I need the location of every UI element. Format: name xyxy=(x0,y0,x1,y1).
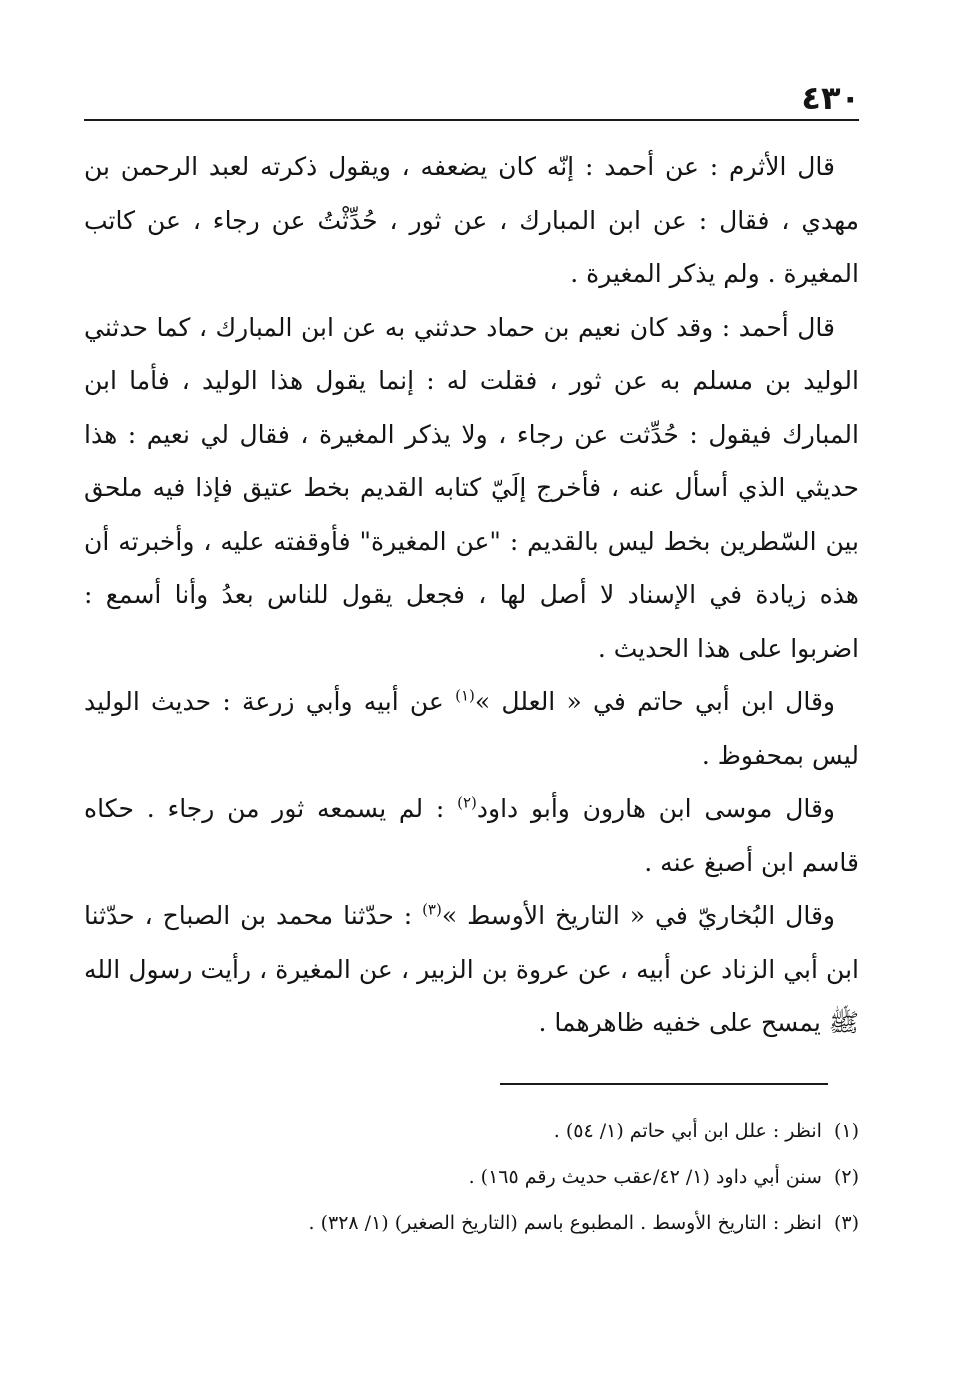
footnote-ref-3: (٣) xyxy=(422,900,442,919)
footnote-number: (١) xyxy=(833,1120,859,1142)
footnotes xyxy=(84,1108,859,1246)
paragraph-text: عن أبيه وأبي زرعة : حديث الوليد ليس بمحفوظ . xyxy=(84,687,859,770)
footnote-number: (٢) xyxy=(833,1166,859,1188)
footnote-ref-2: (٢) xyxy=(457,793,477,812)
paragraph-text: وقال ابن أبي حاتم في « العلل » xyxy=(474,687,835,716)
footnote-number: (٣) xyxy=(833,1212,859,1234)
header-rule xyxy=(84,119,859,121)
paragraph-text: وقال البُخاريّ في « التاريخ الأوسط » xyxy=(441,901,835,930)
paragraph-text: وقال موسى ابن هارون وأبو داود xyxy=(476,794,836,823)
paragraph-ibn-abi-hatim xyxy=(84,675,859,782)
paragraph-bukhari xyxy=(84,889,859,1050)
paragraph-athram: قال الأثرم : عن أحمد : إنّه كان يضعفه ، ويقول ذكرته لعبد الرحمن بن مهدي ، فقال : عن ابن المبارك ، عن ثور ، حُدِّثْتُ عن رجاء ، عن كاتب المغيرة . ولم يذكر المغيرة . xyxy=(84,152,859,288)
footnote-text: سنن أبي داود (١/ ٤٢/عقب حديث رقم ١٦٥) . xyxy=(468,1166,822,1188)
footnote-separator xyxy=(500,1083,828,1085)
footnote-2 xyxy=(84,1154,859,1200)
footnote-1 xyxy=(84,1108,859,1154)
footnote-ref-1: (١) xyxy=(455,686,475,705)
paragraph-text: : حدّثنا محمد بن الصباح ، حدّثنا ابن أبي الزناد عن أبيه ، عن عروة بن الزبير ، عن المغيرة ، رأيت رسول الله ﷺ يمسح على خفيه ظاهرهما . xyxy=(84,901,859,1037)
page-number: ٤٣٠ xyxy=(801,79,860,117)
main-text xyxy=(84,140,859,1050)
footnote-3 xyxy=(84,1200,859,1246)
paragraph-musa-ibn-harun xyxy=(84,782,859,889)
footnote-text: انظر : التاريخ الأوسط . المطبوع باسم (التاريخ الصغير) (١/ ٣٢٨) . xyxy=(308,1212,822,1234)
footnote-text: انظر : علل ابن أبي حاتم (١/ ٥٤) . xyxy=(553,1120,822,1142)
paragraph-text: : لم يسمعه ثور من رجاء . حكاه قاسم ابن أصبغ عنه . xyxy=(84,794,859,877)
paragraph-ahmad: قال أحمد : وقد كان نعيم بن حماد حدثني به عن ابن المبارك ، كما حدثني الوليد بن مسلم به عن ثور ، فقلت له : إنما يقول هذا الوليد ، فأما ابن المبارك فيقول : حُدِّثت عن رجاء ، ولا يذكر المغيرة ، فقال لي نعيم : هذا حديثي الذي أسأل عنه ، فأخرج إلَيّ كتابه القديم بخط عتيق فإذا فيه ملحق بين السّطرين بخط ليس بالقديم : "عن المغيرة" فأوقفته عليه ، وأخبرته أن هذه زيادة في الإسناد لا أصل لها ، فجعل يقول للناس بعدُ وأنا أسمع : اضربوا على هذا الحديث . xyxy=(84,312,859,663)
